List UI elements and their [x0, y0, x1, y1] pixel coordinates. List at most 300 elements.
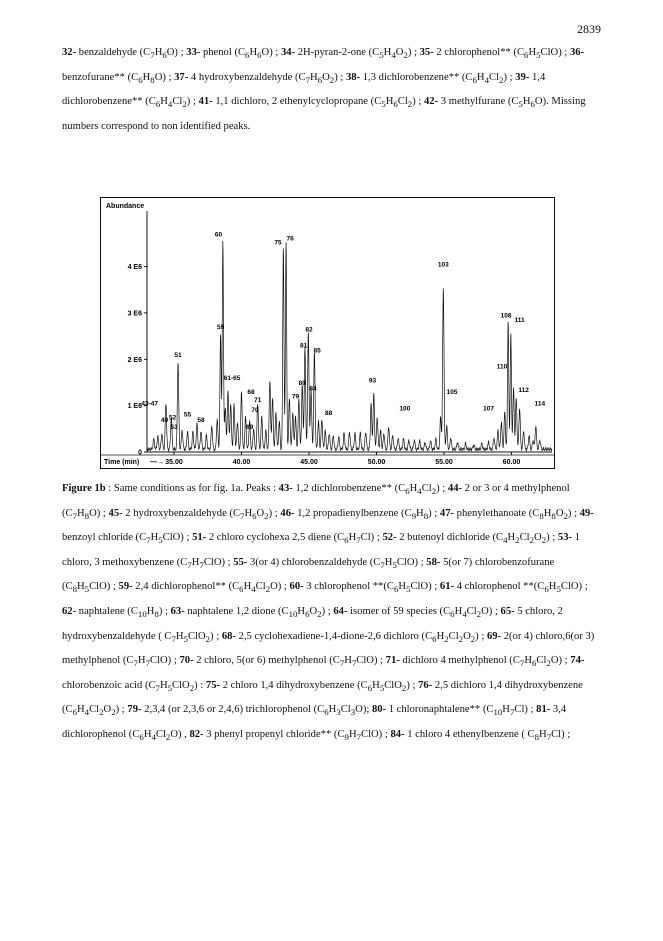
formula-subscript: 6: [72, 707, 78, 718]
peak-number-label: 41-: [198, 96, 213, 108]
text-run: H: [146, 606, 155, 618]
text-run: Cl: [448, 630, 459, 642]
peak-number-label: 65-: [500, 606, 515, 618]
formula-subscript: 7: [351, 658, 357, 669]
text-run: H: [142, 71, 151, 83]
peak-number-label: 46-: [280, 507, 295, 519]
formula-subscript: 2: [529, 535, 535, 546]
formula-subscript: 3: [336, 707, 341, 718]
y-tick-label: 4 E6: [127, 264, 142, 272]
formula-subscript: 7: [171, 633, 176, 644]
formula-subscript: 6: [393, 584, 399, 595]
text-run: Cl: [397, 96, 408, 108]
text-run: 2 chloro cyclohexa 2,5 diene (C: [206, 532, 345, 544]
formula-subscript: 2: [499, 74, 504, 85]
text-run: O: [309, 606, 318, 618]
peak-number-label: 49-: [579, 507, 594, 519]
text-run: 5 chloro, 2 hydroxybenzaldehyde ( C: [62, 606, 563, 642]
text-run: H: [348, 532, 357, 544]
text-run: 3 chlorophenol **(C: [303, 581, 394, 593]
page-number: 2839: [577, 22, 601, 36]
text-run: ClO: [187, 630, 206, 642]
formula-subscript: 8: [72, 584, 78, 595]
formula-subscript: 9: [344, 732, 349, 743]
text-run: H: [344, 655, 352, 667]
text-run: benzoyl chloride (C: [62, 532, 147, 544]
text-run: H: [409, 483, 418, 494]
text-run: ClO) ;: [540, 47, 570, 58]
text-run: phenol (C: [200, 47, 246, 58]
formula-subscript: 8: [84, 510, 90, 521]
formula-subscript: 2: [111, 707, 116, 718]
formula-subscript: 2: [165, 732, 171, 743]
formula-subscript: 6: [544, 584, 549, 595]
peak-number-label: 69-: [486, 630, 502, 642]
text-run: ) ;: [567, 507, 580, 519]
formula-subscript: 7: [305, 74, 311, 85]
formula-subscript: 8: [534, 732, 540, 743]
formula-subscript: 8: [154, 609, 159, 620]
peak-label: 69: [245, 423, 254, 431]
x-axis-arrow: —→: [150, 459, 164, 466]
x-axis-label: Time (min): [104, 459, 140, 466]
text-run: O). Missing numbers correspond to non identified peaks.: [62, 96, 586, 132]
text-run: O) ;: [481, 606, 501, 618]
peak-number-label: 34-: [280, 47, 296, 58]
text-run: H: [328, 704, 337, 716]
formula-subscript: 2: [317, 609, 322, 620]
formula-subscript: 7: [356, 535, 361, 546]
formula-subscript: 2: [407, 99, 413, 110]
formula-subscript: 5: [406, 584, 411, 595]
peak-number-label: 43-: [278, 483, 293, 494]
text-run: ) ;: [268, 507, 281, 519]
formula-subscript: 2: [205, 633, 211, 644]
formula-subscript: 10: [493, 707, 503, 718]
text-run: 3(or 4) chlorobenzaldehyde (C: [247, 556, 381, 568]
peak-label: 43-47: [141, 400, 159, 408]
formula-subscript: 7: [380, 559, 385, 570]
text-run: ClO) ;: [356, 655, 386, 667]
text-run: H: [249, 47, 258, 58]
formula-subscript: 2: [515, 535, 520, 546]
text-run: H: [154, 47, 163, 58]
peak-number-label: 38-: [345, 71, 361, 83]
formula-subscript: 6: [139, 732, 144, 743]
text-run: 1,1 dichloro, 2 ethenylcyclopropane (C: [212, 96, 382, 108]
text-run: ClO) ;: [361, 729, 391, 741]
peak-number-label: 59-: [118, 581, 133, 593]
text-run: O: [555, 507, 564, 519]
text-run: benzofurane** (C: [62, 71, 139, 83]
text-run: H: [528, 47, 537, 58]
formula-subscript: 6: [162, 50, 167, 61]
formula-subscript: 2: [476, 609, 482, 620]
formula-subscript: 2: [444, 633, 449, 644]
peak-label: 84: [309, 385, 317, 393]
peak-number-label: 70-: [179, 655, 194, 667]
formula-subscript: 4: [462, 609, 467, 620]
formula-subscript: 6: [531, 658, 537, 669]
formula-subscript: 5: [379, 682, 385, 693]
formula-subscript: 6: [317, 74, 323, 85]
peak-label: 70: [251, 407, 259, 415]
text-run: ) ;: [406, 679, 419, 691]
peak-label: 75: [274, 239, 282, 247]
text-run: chlorobenzoic acid (C: [62, 679, 156, 691]
formula-subscript: 2: [329, 74, 335, 85]
text-run: dichloro 4 methylphenol (C: [399, 655, 520, 667]
formula-subscript: 2: [541, 535, 547, 546]
peak-label: 51: [174, 351, 182, 359]
text-run: Cl: [466, 606, 477, 618]
text-run: H: [160, 96, 168, 108]
text-run: naphtalene (C: [76, 606, 138, 618]
text-run: H: [398, 581, 407, 593]
text-run: ) ;: [428, 507, 440, 519]
text-run: ClO) ;: [203, 556, 234, 568]
formula-subscript: 8: [423, 510, 429, 521]
peak-number-label: 80-: [371, 704, 387, 716]
text-run: 2,5 cyclohexadiene-1,4-dione-2,6 dichloro (C: [235, 630, 433, 642]
text-run: 1 chloronaphtalene** (C: [386, 704, 494, 716]
formula-subscript: 4: [503, 535, 508, 546]
peak-label: 58: [197, 416, 205, 424]
formula-subscript: 6: [472, 74, 477, 85]
text-run: Cl) ;: [514, 704, 537, 716]
text-run: 1,2 dichlorobenzene** (C: [292, 483, 406, 494]
text-run: : Same conditions as for fig. 1a. Peaks :: [105, 483, 279, 494]
formula-subscript: 7: [339, 658, 345, 669]
peak-number-label: 82-: [189, 729, 204, 741]
formula-subscript: 5: [536, 50, 541, 61]
x-tick-label: 40.00: [232, 459, 251, 466]
text-run: Cl: [340, 704, 351, 716]
y-tick-label: 1 E6: [127, 403, 142, 411]
text-run: O) ;: [550, 655, 571, 667]
formula-subscript: 4: [417, 486, 422, 497]
chromatogram-figure: [100, 197, 555, 469]
text-run: H: [243, 581, 252, 593]
peak-number-label: 37-: [174, 71, 189, 83]
text-run: O) ,: [170, 729, 190, 741]
formula-subscript: 7: [509, 707, 515, 718]
peak-label: 55: [183, 411, 192, 419]
formula-subscript: 5: [379, 50, 384, 61]
text-run: ) ;: [321, 606, 334, 618]
y-tick-label: 2 E6: [127, 356, 142, 364]
text-run: Cl: [155, 729, 166, 741]
text-run: H: [524, 655, 532, 667]
peak-number-label: 68-: [221, 630, 236, 642]
text-run: O) ;: [89, 507, 109, 519]
formula-subscript: 4: [84, 707, 90, 718]
formula-subscript: 6: [138, 74, 143, 85]
text-run: H: [548, 581, 557, 593]
text-run: isomer of 59 species (C: [347, 606, 451, 618]
formula-subscript: 6: [155, 99, 161, 110]
text-run: ) ;: [475, 630, 487, 642]
text-run: ClO: [384, 679, 402, 691]
peak-label: 61-65: [223, 375, 241, 383]
text-run: H: [454, 606, 463, 618]
text-run: ) ;: [210, 630, 222, 642]
formula-subscript: 7: [546, 732, 552, 743]
peak-number-label: 60-: [289, 581, 304, 593]
formula-subscript: 4: [167, 99, 173, 110]
text-run: H: [143, 729, 152, 741]
formula-subscript: 6: [524, 50, 529, 61]
text-run: H: [502, 704, 510, 716]
formula-subscript: 8: [150, 74, 155, 85]
text-run: Cl) ;: [551, 729, 571, 741]
formula-subscript: 7: [356, 732, 362, 743]
formula-subscript: 2: [182, 99, 187, 110]
peak-label: 81: [299, 342, 308, 350]
peak-number-label: 32-: [62, 47, 77, 58]
text-run: O: [534, 532, 542, 544]
formula-subscript: 5: [392, 559, 397, 570]
text-run: ) ;: [412, 96, 424, 108]
formula-subscript: 6: [252, 510, 257, 521]
y-axis-label: Abundance: [106, 203, 145, 210]
peak-label: 71: [254, 396, 262, 404]
text-run: ) ;: [158, 606, 171, 618]
formula-subscript: 5: [381, 99, 386, 110]
peak-number-label: 53-: [557, 532, 573, 544]
peak-number-label: 79-: [127, 704, 142, 716]
text-run: ) ;: [546, 532, 558, 544]
text-run: H: [297, 606, 306, 618]
peak-label: 100: [399, 405, 411, 413]
text-run: O) ;: [270, 581, 290, 593]
formula-subscript: 6: [245, 50, 250, 61]
text-run: 2 chloro, 5(or 6) methylphenol (C: [193, 655, 340, 667]
text-run: Cl: [519, 532, 530, 544]
text-run: H: [150, 532, 159, 544]
peak-number-label: 76-: [418, 679, 433, 691]
text-run: 2,3,4 (or 2,3,6 or 2,4,6) trichlorophenol (C: [141, 704, 325, 716]
text-run: H: [137, 655, 146, 667]
formula-subscript: 7: [187, 559, 192, 570]
peak-label: 79: [291, 393, 300, 401]
text-run: ) ;: [334, 71, 346, 83]
text-run: 2 butenoyl dichloride (C: [396, 532, 504, 544]
peak-number-label: 61-: [439, 581, 455, 593]
text-run: Cl: [89, 704, 100, 716]
text-run: H: [77, 507, 85, 519]
formula-subscript: 4: [391, 50, 396, 61]
text-run: 1,4 dichlorobenzene** (C: [62, 71, 546, 108]
peak-number-label: 33-: [186, 47, 201, 58]
peak-label: 105: [446, 389, 458, 397]
peak-number-label: 36-: [569, 47, 585, 58]
formula-subscript: 2: [189, 682, 195, 693]
peak-number-label: 81-: [536, 704, 551, 716]
text-run: 2 chlorophenol** (C: [433, 47, 525, 58]
text-run: 2,5 dichloro 1,4 dihydroxybenzene (C: [62, 679, 583, 716]
formula-subscript: 7: [72, 510, 78, 521]
text-run: O: [463, 630, 471, 642]
text-run: Cl: [172, 96, 183, 108]
formula-subscript: 6: [257, 50, 262, 61]
text-run: H: [383, 47, 392, 58]
text-run: H: [385, 96, 394, 108]
text-run: H: [348, 729, 357, 741]
text-run: H: [310, 71, 318, 83]
formula-subscript: 6: [367, 682, 373, 693]
text-run: phenylethanoate (C: [454, 507, 540, 519]
x-tick-label: 50.00: [367, 459, 386, 466]
formula-subscript: 6: [405, 486, 410, 497]
formula-subscript: 6: [530, 99, 535, 110]
text-run: H: [522, 96, 531, 108]
text-run: ) :: [194, 679, 206, 691]
text-run: H: [384, 556, 393, 568]
peak-label: 59: [216, 324, 225, 332]
peak-label: 107: [483, 405, 494, 413]
text-run: 3 phenyl propenyl chloride** (C: [203, 729, 345, 741]
text-run: ClO) ;: [410, 581, 440, 593]
peak-number-label: 45-: [108, 507, 123, 519]
formula-subscript: 6: [450, 609, 455, 620]
text-run: Cl: [536, 655, 547, 667]
text-run: H: [416, 507, 424, 519]
formula-subscript: 8: [551, 510, 556, 521]
formula-subscript: 2: [431, 486, 437, 497]
formula-subscript: 2: [403, 50, 408, 61]
text-run: 1,2 propadienylbenzene (C: [294, 507, 412, 519]
text-run: ClO) ;: [89, 581, 119, 593]
peak-label: 52: [169, 414, 177, 422]
peak-label: 60: [214, 231, 223, 239]
formula-subscript: 5: [183, 633, 188, 644]
formula-subscript: 5: [84, 584, 90, 595]
peak-label: 53: [170, 423, 178, 431]
text-run: ) ;: [186, 96, 199, 108]
text-run: H: [175, 630, 184, 642]
text-run: O: [322, 71, 330, 83]
formula-subscript: 6: [393, 99, 398, 110]
text-run: ) ;: [407, 47, 420, 58]
text-run: ClO: [172, 679, 190, 691]
formula-subscript: 4: [251, 584, 256, 595]
formula-subscript: 10: [288, 609, 298, 620]
formula-subscript: 2: [458, 633, 464, 644]
peak-label: 76: [286, 235, 294, 243]
peak-number-label: 74-: [570, 655, 585, 667]
peak-label: 103: [437, 261, 449, 269]
text-run: 2 chloro 1,4 dihydroxybenzene (C: [220, 679, 368, 691]
formula-subscript: 7: [240, 510, 245, 521]
text-run: ) ;: [436, 483, 448, 494]
text-run: ) ;: [503, 71, 516, 83]
formula-subscript: 4: [151, 732, 156, 743]
x-tick-label: 55.00: [435, 459, 453, 466]
text-run: 2(or 4) chloro,6(or 3) methylphenol (C: [62, 630, 595, 667]
peak-label: 49: [160, 416, 169, 424]
peak-number-label: 64-: [333, 606, 348, 618]
x-tick-label: 45.00: [300, 459, 318, 466]
text-run: 5(or 7) chlorobenzofurane (C: [62, 556, 555, 593]
text-run: benzaldehyde (C: [76, 47, 151, 58]
peak-label: 110: [496, 363, 508, 371]
text-paragraph-top: [62, 42, 602, 138]
peak-number-label: 44-: [447, 483, 463, 494]
text-run: 3 methylfurane (C: [438, 96, 519, 108]
peak-number-label: 71-: [385, 655, 400, 667]
text-run: H: [436, 630, 445, 642]
text-run: 1,3 dichlorobenzene** (C: [360, 71, 473, 83]
peak-label: 85: [313, 347, 321, 355]
peak-number-label: 39-: [515, 71, 530, 83]
peak-number-label: 35-: [419, 47, 434, 58]
peak-number-label: 75-: [205, 679, 221, 691]
text-run: H: [244, 507, 253, 519]
peak-label: 108: [500, 312, 512, 320]
text-run: O: [103, 704, 112, 716]
text-run: Cl: [489, 71, 500, 83]
plot-frame: [101, 198, 555, 469]
formula-subscript: 8: [539, 510, 544, 521]
formula-subscript: 10: [137, 609, 147, 620]
formula-subscript: 9: [411, 510, 417, 521]
formula-subscript: 2: [401, 682, 407, 693]
formula-subscript: 5: [556, 584, 561, 595]
peak-label: 80: [298, 379, 306, 387]
text-paragraph-bottom: [62, 478, 602, 749]
formula-subscript: 7: [145, 658, 150, 669]
formula-subscript: 6: [432, 633, 437, 644]
peak-number-label: 63-: [170, 606, 185, 618]
text-run: ClO) ;: [162, 532, 193, 544]
text-run: O: [256, 507, 265, 519]
formula-subscript: 2: [264, 510, 269, 521]
text-run: 4 chlorophenol **(C: [454, 581, 545, 593]
peak-number-label: 62-: [62, 606, 77, 618]
peak-number-label: 42-: [423, 96, 439, 108]
text-run: 1 chloro, 3 methoxybenzene (C: [62, 532, 580, 568]
formula-subscript: 7: [519, 658, 525, 669]
text-run: 2H-pyran-2-one (C: [295, 47, 380, 58]
text-run: naphtalene 1,2 dione (C: [184, 606, 289, 618]
formula-subscript: 4: [484, 74, 489, 85]
text-run: O);: [355, 704, 372, 716]
formula-subscript: 7: [146, 535, 151, 546]
peak-number-label: 47-: [439, 507, 455, 519]
text-run: O) ;: [261, 47, 281, 58]
formula-subscript: 5: [167, 682, 173, 693]
text-run: O: [395, 47, 404, 58]
formula-subscript: 5: [518, 99, 523, 110]
peak-number-label: 52-: [382, 532, 397, 544]
peak-number-label: 55-: [233, 556, 248, 568]
peak-label: 112: [518, 386, 529, 394]
text-run: ClO) ;: [396, 556, 427, 568]
text-run: 3,4 dichlorophenol (C: [62, 704, 567, 741]
chromatogram-chart: [100, 197, 555, 469]
peak-number-label: Figure 1b: [62, 483, 106, 494]
text-run: H: [507, 532, 516, 544]
text-run: H: [191, 556, 200, 568]
formula-subscript: 6: [239, 584, 244, 595]
text-run: ) ;: [115, 704, 128, 716]
formula-subscript: 2: [99, 707, 104, 718]
text-run: H: [539, 729, 547, 741]
text-run: Cl) ;: [360, 532, 383, 544]
peak-label: 93: [368, 377, 377, 385]
text-run: 2 or 3 or 4 methylphenol (C: [62, 483, 570, 519]
